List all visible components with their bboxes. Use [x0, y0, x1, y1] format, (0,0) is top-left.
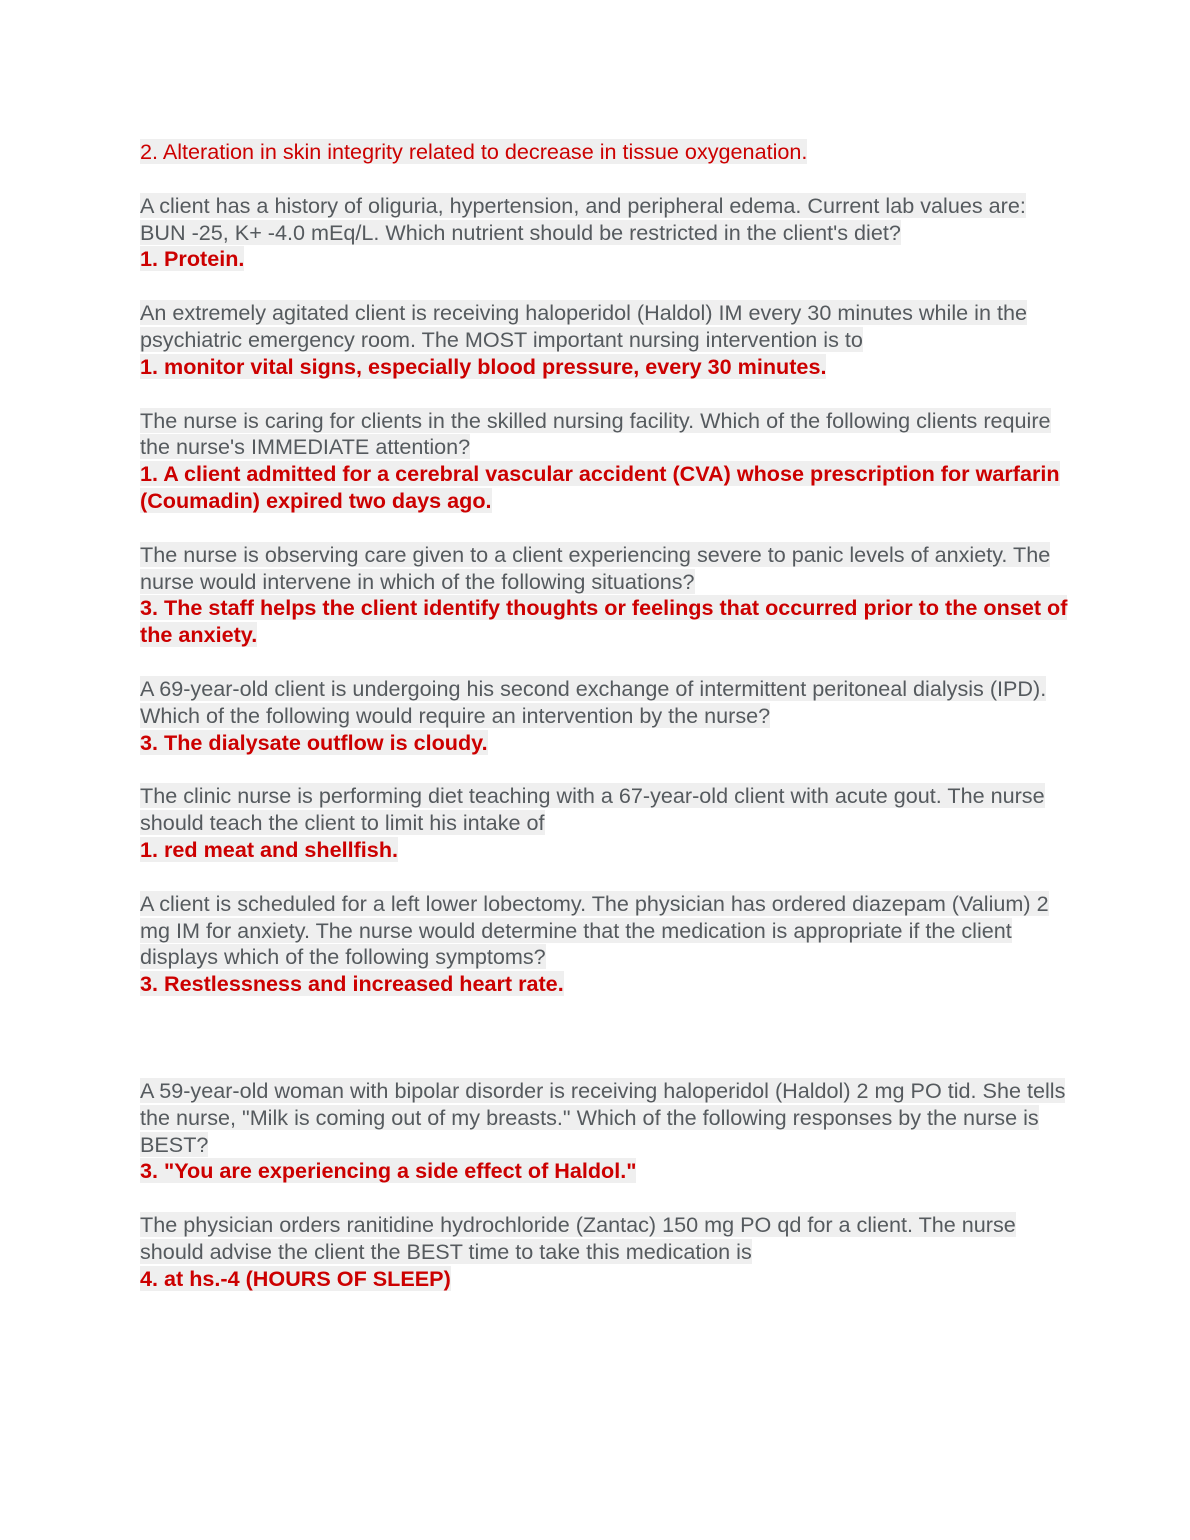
qa-item-8: [140, 1078, 1070, 1185]
answer-text: 3. "You are experiencing a side effect of Haldol.": [140, 1158, 637, 1184]
qa-item-9: [140, 1212, 1070, 1292]
answer-text: 3. The dialysate outflow is cloudy.: [140, 729, 488, 755]
intro-answer: 2. Alteration in skin integrity related to decrease in tissue oxygenation.: [140, 139, 808, 164]
qa-item-4: [140, 542, 1070, 649]
answer-text: 3. The staff helps the client identify thoughts or feelings that occurred prior to the onset of the anxiety.: [140, 595, 1068, 648]
question-text: The clinic nurse is performing diet teaching with a 67-year-old client with acute gout. The nurse should teach the client to limit his intake of: [140, 783, 1045, 836]
qa-item-6: [140, 783, 1070, 863]
answer-text: 4. at hs.-4 (HOURS OF SLEEP): [140, 1265, 451, 1291]
question-text: A client is scheduled for a left lower lobectomy. The physician has ordered diazepam (Valium) 2 mg IM for anxiety. The nurse would determine that the medication is appropriate if the client displays which of the following symptoms?: [140, 890, 1049, 970]
question-text: The nurse is observing care given to a client experiencing severe to panic levels of anxiety. The nurse would intervene in which of the following situations?: [140, 541, 1051, 594]
intro-block: [140, 139, 1070, 166]
question-text: An extremely agitated client is receiving haloperidol (Haldol) IM every 30 minutes while in the psychiatric emergency room. The MOST important nursing intervention is to: [140, 300, 1027, 352]
qa-item-3: [140, 408, 1070, 515]
question-text: The physician orders ranitidine hydrochloride (Zantac) 150 mg PO qd for a client. The nurse should advise the client the BEST time to take this medication is: [140, 1212, 1016, 1264]
answer-text: 1. Protein.: [140, 246, 245, 272]
question-text: The nurse is caring for clients in the skilled nursing facility. Which of the following clients require the nurse's IMMEDIATE attention?: [140, 407, 1051, 460]
question-text: A client has a history of oliguria, hypertension, and peripheral edema. Current lab values are: BUN -25, K+ -4.0 mEq/L. Which nutrient should be restricted in the client's diet?: [140, 192, 1026, 245]
qa-item-7: [140, 891, 1070, 998]
qa-item-2: [140, 300, 1070, 380]
answer-text: 1. A client admitted for a cerebral vascular accident (CVA) whose prescription for warfarin (Coumadin) expired two days ago.: [140, 461, 1060, 513]
question-text: A 69-year-old client is undergoing his second exchange of intermittent peritoneal dialysis (IPD). Which of the following would require an intervention by the nurse?: [140, 675, 1047, 728]
answer-text: 1. red meat and shellfish.: [140, 836, 399, 862]
answer-text: 3. Restlessness and increased heart rate.: [140, 971, 564, 997]
qa-item-1: [140, 193, 1070, 273]
document-page: [140, 139, 1070, 1320]
answer-text: 1. monitor vital signs, especially blood pressure, every 30 minutes.: [140, 353, 827, 379]
question-text: A 59-year-old woman with bipolar disorder is receiving haloperidol (Haldol) 2 mg PO tid. She tells the nurse, "Milk is coming out of my breasts." Which of the following responses by the nurse is BEST?: [140, 1077, 1066, 1157]
qa-item-5: [140, 676, 1070, 756]
